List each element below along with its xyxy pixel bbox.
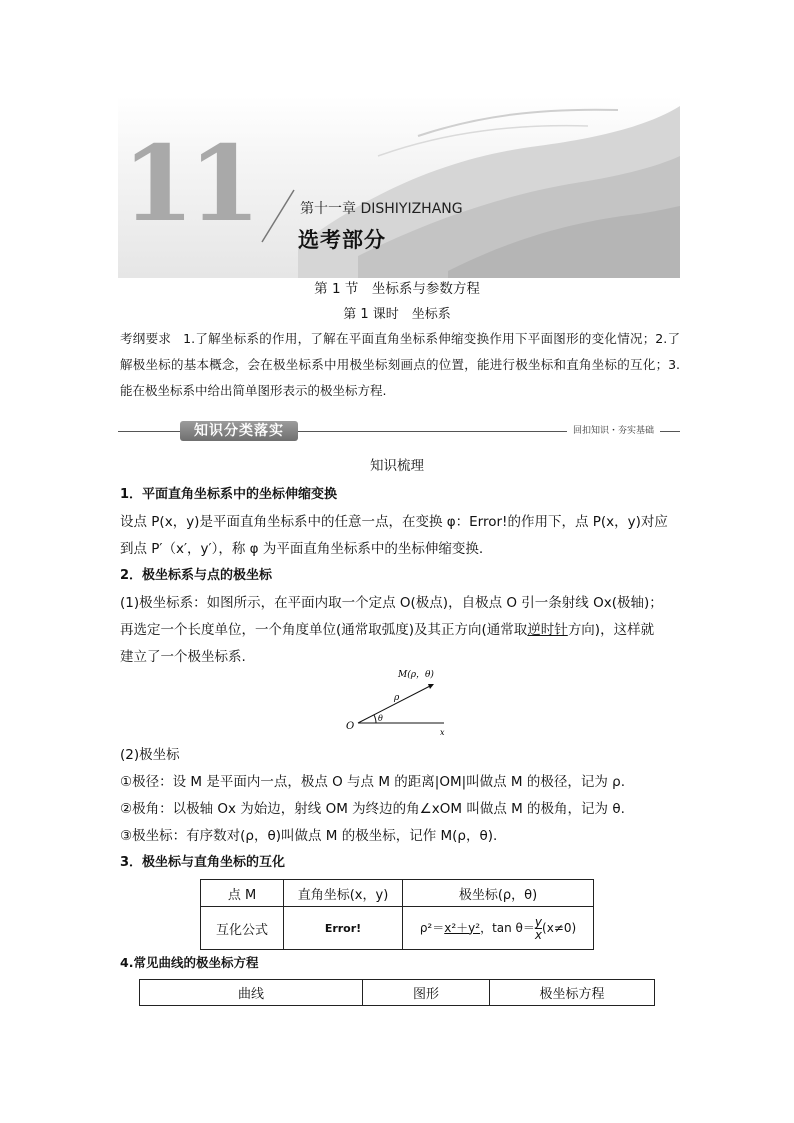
polar-formula bbox=[403, 907, 594, 950]
item2-p2-heading: (2)极坐标 bbox=[120, 747, 180, 763]
chapter-title: 选考部分 bbox=[298, 228, 386, 252]
section-bar-subtitle: 回扣知识・夯实基础 bbox=[567, 423, 660, 436]
header-figure: 图形 bbox=[363, 980, 490, 1006]
item2-p1-line2-b: 方向)，这样就 bbox=[567, 622, 655, 638]
ray-om bbox=[358, 685, 432, 723]
chapter-banner bbox=[118, 96, 680, 278]
table-header-row bbox=[140, 980, 655, 1006]
header-curve: 曲线 bbox=[140, 980, 363, 1006]
item2-heading: 2．极坐标系与点的极坐标 bbox=[120, 568, 273, 583]
rho-label: ρ bbox=[394, 693, 400, 703]
item2-p1-line2 bbox=[120, 618, 680, 638]
item2-p1-line3: 建立了一个极坐标系. bbox=[120, 649, 246, 665]
rho-squared: ρ²＝ bbox=[419, 920, 445, 935]
origin-label: O bbox=[346, 721, 355, 732]
header-polar-equation: 极坐标方程 bbox=[490, 980, 655, 1006]
counterclockwise-term: 逆时针 bbox=[527, 622, 568, 638]
knowledge-heading: 知识梳理 bbox=[370, 458, 424, 474]
curves-table bbox=[139, 979, 655, 1006]
section-bar bbox=[118, 418, 680, 444]
chapter-label: 第十一章 DISHIYIZHANG bbox=[300, 201, 463, 217]
polar-radius-def: ①极径：设 M 是平面内一点，极点 O 与点 M 的距离|OM|叫做点 M 的极径，记为 ρ. bbox=[120, 774, 626, 790]
table-header-row bbox=[201, 880, 594, 907]
x2-plus-y2: x²＋y² bbox=[444, 920, 481, 935]
angle-arc bbox=[374, 715, 376, 723]
theta-label: θ bbox=[378, 714, 383, 723]
polar-angle-def: ②极角：以极轴 Ox 为始边，射线 OM 为终边的角∠xOM 叫做点 M 的极角，记为 θ. bbox=[120, 801, 625, 817]
section-title: 第 1 节 坐标系与参数方程 bbox=[314, 281, 480, 297]
x-not-zero: (x≠0) bbox=[542, 920, 577, 935]
section-bar-title: 知识分类落实 bbox=[180, 421, 298, 441]
requirements-text: 1.了解坐标系的作用，了解在平面直角坐标系伸缩变换作用下平面图形的变化情况；2.了解极坐标的基本概念，会在极坐标系中用极坐标刻画点的位置，能进行极坐标和直角坐标的互化；3.能在极坐标系中给出简单图形表示的极坐标方程. bbox=[120, 331, 680, 398]
item4-heading: 4.常见曲线的极坐标方程 bbox=[120, 955, 259, 970]
x-axis-label: x bbox=[440, 728, 445, 737]
item2-p1-line1: (1)极坐标系：如图所示，在平面内取一个定点 O(极点)，自极点 O 引一条射线 Ox(极轴)； bbox=[120, 595, 663, 611]
fraction-y-over-x bbox=[535, 916, 542, 941]
point-m-label: M(ρ，θ) bbox=[398, 670, 434, 680]
header-polar: 极坐标(ρ，θ) bbox=[403, 880, 594, 907]
chapter-number: 11 bbox=[122, 122, 255, 245]
tan-theta: ，tan θ＝ bbox=[480, 920, 535, 935]
item3-heading: 3．极坐标与直角坐标的互化 bbox=[120, 855, 286, 870]
table-row bbox=[201, 907, 594, 950]
requirements-label: 考纲要求 bbox=[120, 331, 172, 346]
exam-requirements bbox=[120, 326, 680, 404]
polar-coordinate-figure bbox=[340, 667, 460, 739]
item1-line2: 到点 P′（x′，y′），称 φ 为平面直角坐标系中的坐标伸缩变换. bbox=[120, 541, 484, 557]
item1-line1: 设点 P(x，y)是平面直角坐标系中的任意一点，在变换 φ：Error!的作用下，点 P(x，y)对应 bbox=[120, 514, 668, 530]
fraction-denominator: x bbox=[534, 927, 543, 942]
cartesian-formula: Error! bbox=[284, 907, 403, 950]
header-cartesian: 直角坐标(x，y) bbox=[284, 880, 403, 907]
item1-heading: 1．平面直角坐标系中的坐标伸缩变换 bbox=[120, 487, 338, 502]
header-point: 点 M bbox=[201, 880, 284, 907]
conversion-table bbox=[200, 879, 594, 950]
slash-divider bbox=[258, 186, 298, 246]
item2-p1-line2-a: 再选定一个长度单位，一个角度单位(通常取弧度)及其正方向(通常取 bbox=[120, 622, 528, 638]
fraction-numerator: y bbox=[534, 914, 543, 929]
polar-coordinate-def: ③极坐标：有序数对(ρ，θ)叫做点 M 的极坐标，记作 M(ρ，θ). bbox=[120, 828, 498, 844]
row-label: 互化公式 bbox=[201, 907, 284, 950]
lesson-title: 第 1 课时 坐标系 bbox=[343, 307, 451, 322]
